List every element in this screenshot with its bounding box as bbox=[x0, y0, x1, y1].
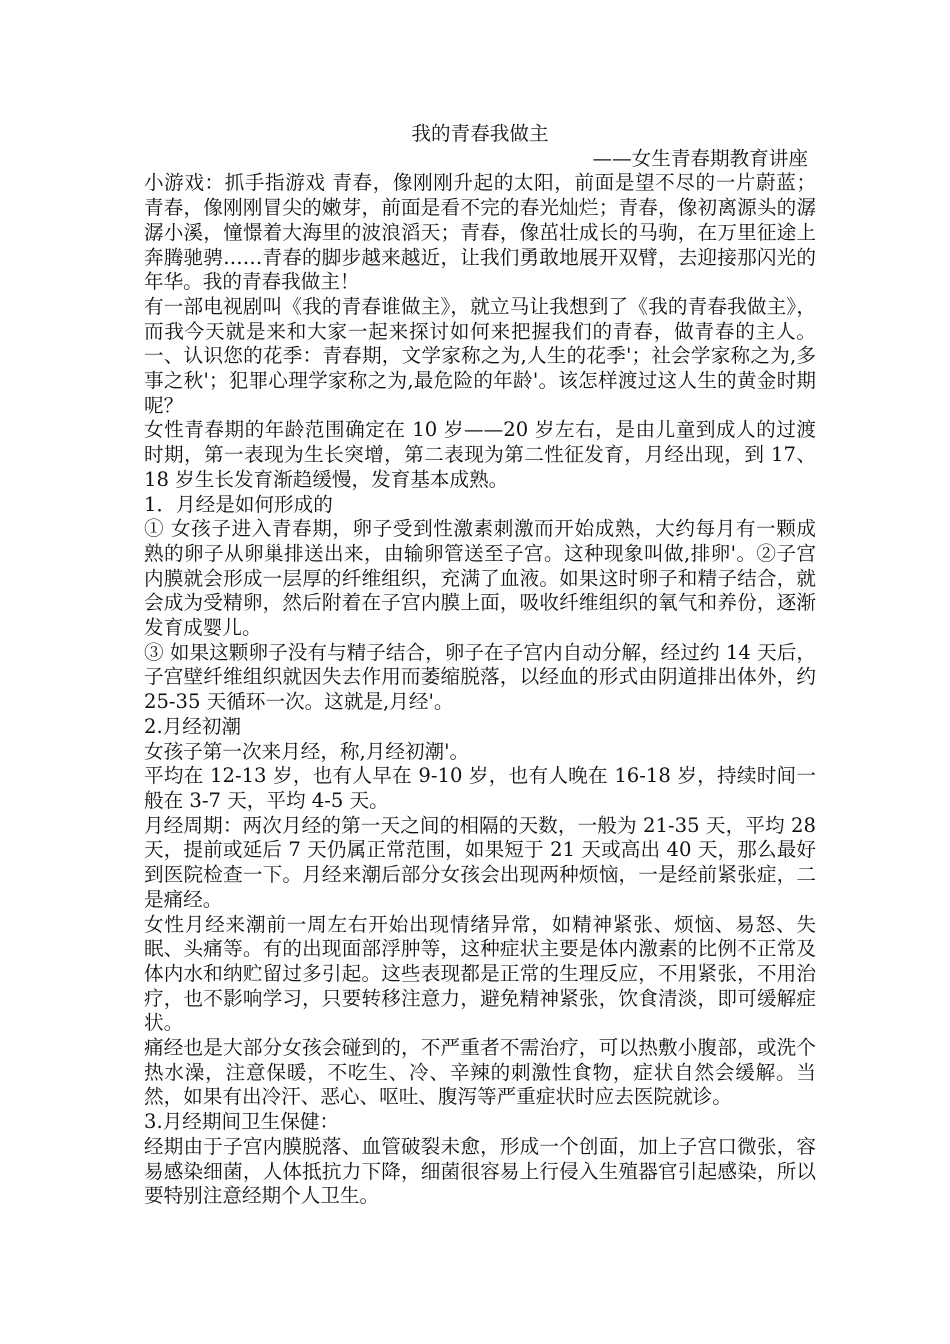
paragraph-menstruation: ③ 如果这颗卵子没有与精子结合，卵子在子宫内自动分解，经过约 14 天后，子宫壁纤维组织就因失去作用而萎缩脱落，以经血的形式由阴道排出体外，约 25-35 天循环一次。这就是,月经'。 bbox=[144, 640, 816, 714]
paragraph-menarche-age: 平均在 12-13 岁，也有人早在 9-10 岁，也有人晚在 16-18 岁，持续时间一般在 3-7 天，平均 4-5 天。 bbox=[144, 764, 816, 812]
document-body bbox=[144, 122, 816, 1209]
paragraph-premenstrual-syndrome: 女性月经来潮前一周左右开始出现情绪异常，如精神紧张、烦恼、易怒、失眠、头痛等。有的出现面部浮肿等，这种症状主要是体内激素的比例不正常及体内水和纳贮留过多引起。这些表现都是正常的生理反应，不用紧张，不用治疗，也不影响学习，只要转移注意力，避免精神紧张，饮食清淡，即可缓解症状。 bbox=[144, 912, 816, 1035]
paragraph-menstrual-cycle: 月经周期：两次月经的第一天之间的相隔的天数，一般为 21-35 天，平均 28 天，提前或延后 7 天仍属正常范围，如果短于 21 天或高出 40 天，那么最好到医院检查一下。月经来潮后部分女孩会出现两种烦恼，一是经前紧张症，二是痛经。 bbox=[144, 813, 816, 911]
section-heading-hygiene: 3.月经期间卫生保健： bbox=[144, 1110, 340, 1134]
paragraph-menarche-definition: 女孩子第一次来月经，称,月经初潮'。 bbox=[144, 739, 470, 763]
paragraph-age-range: 女性青春期的年龄范围确定在 10 岁——20 岁左右，是由儿童到成人的过渡时期，第一表现为生长突增，第二表现为第二性征发育，月经出现，到 17、18 岁生长发育渐趋缓慢，发育基本成熟。 bbox=[144, 418, 816, 491]
paragraph-ovulation: ① 女孩子进入青春期，卵子受到性激素刺激而开始成熟，大约每月有一颗成熟的卵子从卵巢排送出来，由输卵管送至子宫。这种现象叫做,排卵'。②子宫内膜就会形成一层厚的纤维组织，充满了血液。如果这时卵子和精子结合，就会成为受精卵，然后附着在子宫内膜上面，吸收纤维组织的氧气和养份，逐渐发育成婴儿。 bbox=[144, 517, 816, 640]
paragraph-tv-drama: 有一部电视剧叫《我的青春谁做主》，就立马让我想到了《我的青春我做主》，而我今天就是来和大家一起来探讨如何来把握我们的青春，做青春的主人。一、认识您的花季：青春期，文学家称之为,人生的花季'；社会学家称之为,多事之秋'；犯罪心理学家称之为,最危险的年龄'。该怎样渡过这人生的黄金时期呢？ bbox=[144, 294, 816, 417]
paragraph-dysmenorrhea: 痛经也是大部分女孩会碰到的，不严重者不需治疗，可以热敷小腹部，或洗个热水澡，注意保暖，不吃生、冷、辛辣的刺激性食物，症状自然会缓解。当然，如果有出冷汗、恶心、呕吐、腹泻等严重症状时应去医院就诊。 bbox=[144, 1036, 816, 1109]
paragraph-intro-game: 小游戏：抓手指游戏 青春，像刚刚升起的太阳，前面是望不尽的一片蔚蓝；青春，像刚刚冒尖的嫩芽，前面是看不完的春光灿烂；青春，像初离源头的潺潺小溪，憧憬着大海里的波浪滔天；青春，像茁壮成长的马驹，在万里征途上奔腾驰骋……青春的脚步越来越近，让我们勇敢地展开双臂，去迎接那闪光的年华。我的青春我做主！ bbox=[144, 171, 816, 294]
paragraph-hygiene: 经期由于子宫内膜脱落、血管破裂未愈，形成一个创面，加上子宫口微张，容易感染细菌，人体抵抗力下降，细菌很容易上行侵入生殖器官引起感染，所以要特别注意经期个人卫生。 bbox=[144, 1134, 816, 1208]
section-heading-menstruation-formation: 1．月经是如何形成的 bbox=[144, 492, 333, 516]
section-heading-menarche: 2.月经初潮 bbox=[144, 714, 242, 738]
document-subtitle: ——女生青春期教育讲座 bbox=[592, 146, 808, 170]
document-title: 我的青春我做主 bbox=[411, 122, 549, 145]
